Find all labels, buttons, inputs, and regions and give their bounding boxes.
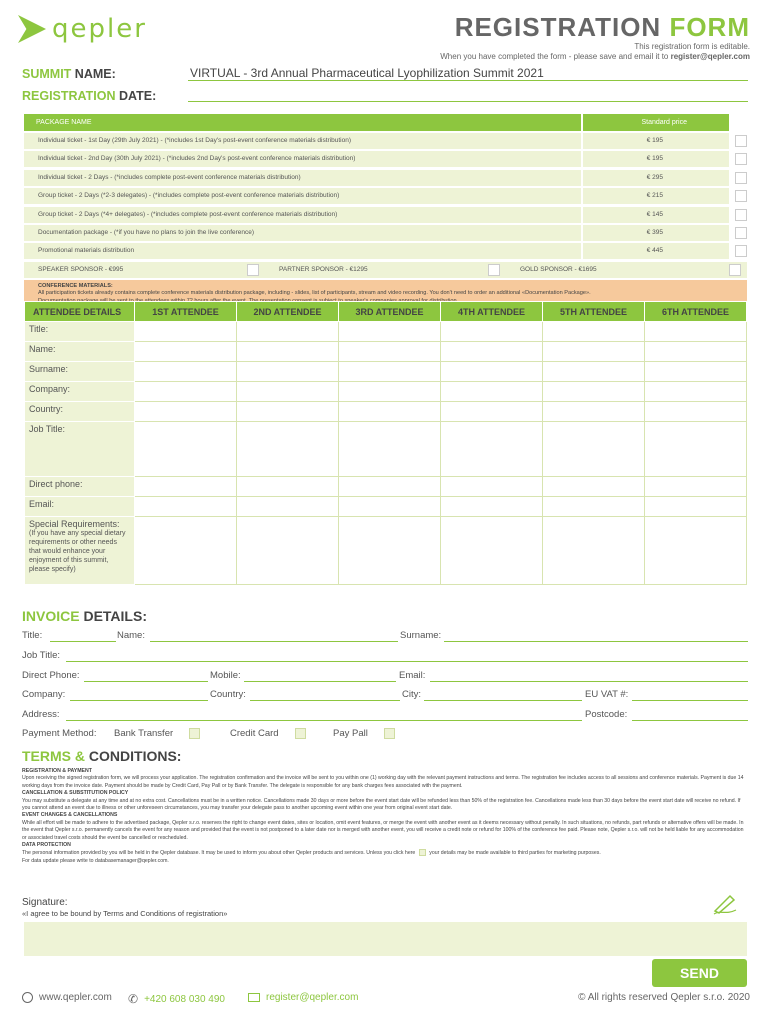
terms-title-a: TERMS [22,748,71,764]
terms-p4c: For data update please write to databasemanager@qepler.com. [22,857,169,864]
package-name: Documentation package - (*if you have no plans to join the live conference) [24,225,581,241]
credit-card-option[interactable] [230,728,306,739]
terms-p4b: your details may be made available to third parties for marketing purposes. [429,850,601,857]
attendee-input-cell[interactable] [645,402,747,422]
invoice-city-label: City: [402,689,421,700]
attendee-input-cell[interactable] [645,497,747,517]
invoice-country-label: Country: [210,689,246,700]
attendee-input-cell[interactable] [135,497,237,517]
package-price: € 395 [583,225,729,241]
attendee-input-cell[interactable] [441,402,543,422]
signature-pen-icon [712,893,738,915]
package-checkbox[interactable] [735,135,747,147]
invoice-vat-field[interactable] [632,700,748,701]
package-row [24,188,747,204]
sponsor-gold-checkbox[interactable] [729,264,741,276]
attendee-input-cell[interactable] [543,362,645,382]
regdate-label-b: DATE: [119,89,157,103]
attendee-field-label [25,382,135,402]
send-button[interactable]: SEND [652,959,747,987]
sponsor-partner [265,262,506,278]
sponsor-speaker [24,262,265,278]
signature-label: Signature: [22,897,68,908]
attendee-input-cell[interactable] [135,402,237,422]
package-row [24,225,747,241]
package-name: Individual ticket - 2nd Day (30th July 2021) - (*includes 2nd Day's post-event conference materials distribution) [24,151,581,167]
attendee-row [25,382,747,402]
attendee-input-cell[interactable] [441,322,543,342]
attendee-input-cell[interactable] [543,497,645,517]
package-price: € 445 [583,243,729,259]
attendee-column-6: 6TH ATTENDEE [645,302,747,322]
attendee-field-label [25,422,135,477]
attendee-field-text: Surname: [29,364,69,374]
invoice-mobile-field[interactable] [244,681,396,682]
invoice-address-field[interactable] [66,720,582,721]
attendee-input-cell[interactable] [135,477,237,497]
terms-title [22,748,181,764]
summit-name-underline [188,80,748,81]
attendee-details-header: ATTENDEE DETAILS [25,302,135,322]
instructions-line [440,52,750,61]
summit-label-a: SUMMIT [22,67,72,81]
attendee-input-cell[interactable] [135,382,237,402]
mail-icon [248,993,260,1002]
attendee-row [25,322,747,342]
sponsor-speaker-checkbox[interactable] [247,264,259,276]
attendee-input-cell[interactable] [543,382,645,402]
credit-card-checkbox[interactable] [295,728,306,739]
terms-body [22,768,748,865]
attendee-input-cell[interactable] [237,477,339,497]
attendee-row [25,517,747,585]
package-row [24,207,747,223]
package-name: Group ticket - 2 Days (*2-3 delegates) - (*includes complete post-event conference materials distribution) [24,188,581,204]
attendee-input-cell[interactable] [339,322,441,342]
attendee-field-label [25,402,135,422]
attendee-input-cell[interactable] [135,422,237,477]
invoice-job-field[interactable] [66,661,748,662]
package-name-header: PACKAGE NAME [24,114,581,131]
payment-method-label: Payment Method: [22,728,97,739]
attendee-column-4: 4TH ATTENDEE [441,302,543,322]
attendee-input-cell[interactable] [339,362,441,382]
standard-price-header: Standard price [583,114,729,131]
credit-card-label: Credit Card [230,728,279,740]
package-price: € 215 [583,188,729,204]
attendee-row [25,362,747,382]
footer-copyright: © All rights reserved Qepler s.r.o. 2020 [578,992,750,1003]
attendee-input-cell[interactable] [441,382,543,402]
logo-mark-icon [18,15,46,43]
editable-note: This registration form is editable. [634,42,750,51]
attendee-row [25,477,747,497]
invoice-company-label: Company: [22,689,66,700]
invoice-address-label: Address: [22,709,60,720]
footer-web[interactable] [22,992,112,1003]
attendee-input-cell[interactable] [135,322,237,342]
footer-phone-text: +420 608 030 490 [144,993,225,1005]
footer-web-text: www.qepler.com [39,992,112,1003]
invoice-phone-label: Direct Phone: [22,670,80,681]
invoice-postcode-label: Postcode: [585,709,628,720]
attendee-field-text: Title: [29,324,49,334]
attendee-input-cell[interactable] [441,342,543,362]
sponsor-partner-checkbox[interactable] [488,264,500,276]
attendee-field-label [25,517,135,585]
attendee-field-label [25,497,135,517]
package-checkbox[interactable] [735,227,747,239]
package-checkbox[interactable] [735,209,747,221]
package-price: € 195 [583,151,729,167]
summit-name-label [22,67,116,81]
terms-p2: You may substitute a delegate at any time and at no extra cost. Cancellations must be in a written notice. Cancellations made 30 days or more before the event start date will be refunded less than 50% of the registration fee. Cancellations made less than 30 days before the event start date will receive no refund. If you cannot attend an event due to illness or other unforeseen circumstances, you may transfer your delegate pass to another upcoming event within one year from original event start date. [22,797,741,812]
attendee-field-text: Direct phone: [29,479,83,489]
attendee-input-cell[interactable] [339,477,441,497]
package-table [24,114,747,307]
regdate-label-a: REGISTRATION [22,89,116,103]
attendee-field-text: Email: [29,499,55,509]
attendee-input-cell[interactable] [237,402,339,422]
package-price: € 295 [583,170,729,186]
footer-email[interactable] [248,992,358,1003]
attendee-input-cell[interactable] [339,382,441,402]
invoice-details-title [22,608,147,624]
summit-name-value[interactable]: VIRTUAL - 3rd Annual Pharmaceutical Lyophilization Summit 2021 [190,66,544,80]
package-checkbox[interactable] [735,153,747,165]
attendee-input-cell[interactable] [543,477,645,497]
attendee-input-cell[interactable] [645,342,747,362]
globe-icon [22,992,33,1003]
package-row [24,243,747,259]
attendee-input-cell[interactable] [543,422,645,477]
attendee-input-cell[interactable] [645,362,747,382]
attendee-column-5: 5TH ATTENDEE [543,302,645,322]
instructions-text: When you have completed the form - please save and email it to [440,52,669,61]
invoice-company-field[interactable] [70,700,208,701]
invoice-name-field[interactable] [150,641,398,642]
summit-label-b: NAME: [74,67,116,81]
attendee-input-cell[interactable] [135,362,237,382]
terms-h3: EVENT CHANGES & CANCELLATIONS [22,812,118,819]
sponsor-partner-label: PARTNER SPONSOR - €1295 [279,265,368,273]
attendee-input-cell[interactable] [237,497,339,517]
attendee-field-text: Name: [29,344,56,354]
attendee-input-cell[interactable] [441,497,543,517]
sponsor-gold-label: GOLD SPONSOR - €1695 [520,265,597,273]
signature-field[interactable] [24,922,747,956]
attendee-input-cell[interactable] [645,322,747,342]
attendee-row [25,497,747,517]
invoice-job-label: Job Title: [22,650,61,661]
bank-transfer-checkbox[interactable] [189,728,200,739]
attendee-field-label [25,362,135,382]
attendee-input-cell[interactable] [237,342,339,362]
attendee-field-text: Company: [29,384,71,394]
attendee-table [24,301,747,585]
terms-h4: DATA PROTECTION [22,842,71,849]
package-row [24,133,747,149]
register-email[interactable]: register@qepler.com [670,52,750,61]
footer-phone[interactable] [128,992,225,1006]
attendee-column-1: 1ST ATTENDEE [135,302,237,322]
signature-note: «I agree to be bound by Terms and Conditions of registration» [22,909,228,918]
attendee-input-cell[interactable] [237,382,339,402]
attendee-input-cell[interactable] [441,422,543,477]
attendee-field-label [25,322,135,342]
invoice-city-field[interactable] [424,700,582,701]
paypal-label: Pay Pall [333,728,368,740]
terms-p3: While all effort will be made to adhere to the advertised package, Qepler s.r.o. reserves the right to change event dates, sites or location, omit event features, or merge the event with another event as it deems necessary without penalty. In such situations, no refunds, part refunds or alternative offers will be made. In the event that Qepler s.r.o. permanently cancels the event for any reason and provided that the event is not postponed to a later date nor is merged with another event, you will receive a credit note or refund for 100% of the conference fee paid. Please note, Qepler s.r.o. will not be held liable for any accommodation or associated travel costs should the event be cancelled or rescheduled. [22,819,744,841]
invoice-phone-field[interactable] [84,681,208,682]
registration-date-label [22,89,156,103]
invoice-name-label: Name: [117,630,145,641]
attendee-input-cell[interactable] [135,342,237,362]
package-checkbox[interactable] [735,172,747,184]
attendee-input-cell[interactable] [339,422,441,477]
paypal-checkbox[interactable] [384,728,395,739]
attendee-input-cell[interactable] [237,422,339,477]
invoice-vat-label: EU VAT #: [585,689,629,700]
invoice-title-field[interactable] [50,641,116,642]
invoice-mobile-label: Mobile: [210,670,241,681]
footer-email-text: register@qepler.com [266,992,359,1003]
attendee-input-cell[interactable] [543,402,645,422]
conf-title: CONFERENCE MATERIALS: [38,282,113,289]
package-name: Group ticket - 2 Days (*4+ delegates) - (*includes complete post-event conference materials distribution) [24,207,581,223]
package-name: Individual ticket - 2 Days - (*includes complete post-event conference materials distribution) [24,170,581,186]
terms-amp: & [74,748,86,764]
attendee-input-cell[interactable] [441,477,543,497]
terms-h1: REGISTRATION & PAYMENT [22,768,92,774]
terms-p4 [22,849,748,857]
attendee-input-cell[interactable] [135,517,237,585]
attendee-column-2: 2ND ATTENDEE [237,302,339,322]
package-price: € 145 [583,207,729,223]
terms-p4a: The personal information provided by you will be held in the Qepler database. It may be used to inform you about other Qepler products and services. Unless you click here [22,850,416,857]
attendee-input-cell[interactable] [645,517,747,585]
attendee-row [25,402,747,422]
bank-transfer-option[interactable] [114,728,200,739]
invoice-surname-label: Surname: [400,630,442,641]
package-checkbox[interactable] [735,190,747,202]
invoice-postcode-field[interactable] [632,720,748,721]
package-price: € 195 [583,133,729,149]
invoice-title-b: DETAILS: [83,608,147,624]
attendee-input-cell[interactable] [339,342,441,362]
title-part-a: REGISTRATION [454,12,662,42]
package-table-header [24,114,747,131]
page-title [455,12,750,43]
attendee-field-text: Country: [29,404,64,414]
attendee-input-cell[interactable] [339,517,441,585]
package-checkbox[interactable] [735,245,747,257]
invoice-form [22,630,748,750]
package-row [24,170,747,186]
terms-p1: Upon receiving the signed registration form, we will process your application. The registration confirmation and the invoice will be sent to you within one (1) working day with the relevant payment instructions and terms. The registration fee includes access to all sessions and conference materials. Payment is due 14 working days from the invoice date. Payment should be made by Credit Card, Pay Pall or by Bank Transfer. The delegate is responsible for any bank charges fees associated with the payment. [22,775,744,789]
invoice-title-label: Title: [22,630,43,641]
invoice-email-field[interactable] [430,681,748,682]
data-optout-checkbox[interactable] [419,849,426,856]
special-requirements-note: (If you have any special dietary requirements or other needs that would enhance your enjoyment of this summit, please specify) [29,530,126,573]
sponsor-gold [506,262,747,278]
phone-icon: ✆ [128,992,139,1006]
attendee-input-cell[interactable] [543,517,645,585]
attendee-row [25,342,747,362]
attendee-input-cell[interactable] [645,422,747,477]
qepler-logo [18,14,147,44]
attendee-field-label [25,477,135,497]
paypal-option[interactable] [333,728,395,739]
attendee-input-cell[interactable] [339,497,441,517]
attendee-column-3: 3RD ATTENDEE [339,302,441,322]
invoice-country-field[interactable] [250,700,400,701]
attendee-input-cell[interactable] [645,382,747,402]
package-name: Individual ticket - 1st Day (29th July 2021) - (*includes 1st Day's post-event conference materials distribution) [24,133,581,149]
title-part-b: FORM [669,12,750,42]
attendee-input-cell[interactable] [645,477,747,497]
logo-text: qepler [52,14,147,44]
attendee-input-cell[interactable] [441,362,543,382]
attendee-input-cell[interactable] [339,402,441,422]
attendee-input-cell[interactable] [441,517,543,585]
attendee-field-text: Job Title: [29,424,66,434]
attendee-input-cell[interactable] [237,362,339,382]
sponsor-row [24,262,747,278]
attendee-field-label [25,342,135,362]
invoice-email-label: Email: [399,670,426,681]
terms-title-b: CONDITIONS: [88,748,182,764]
package-name: Promotional materials distribution [24,243,581,259]
attendee-input-cell[interactable] [543,342,645,362]
attendee-input-cell[interactable] [237,517,339,585]
package-row [24,151,747,167]
attendee-input-cell[interactable] [237,322,339,342]
registration-date-field[interactable] [188,101,748,102]
bank-transfer-label: Bank Transfer [114,728,174,740]
terms-h2: CANCELLATION & SUBSTITUTION POLICY [22,790,129,797]
attendee-input-cell[interactable] [543,322,645,342]
invoice-surname-field[interactable] [444,641,748,642]
attendee-row [25,422,747,477]
conf-line-1: All participation tickets already contains complete conference materials distribution package, including - slides, list of participants, stream and video recording. You don't need to order an additional «Documentation Package». [38,290,591,297]
sponsor-speaker-label: SPEAKER SPONSOR - €995 [38,265,124,273]
invoice-title-a: INVOICE [22,608,80,624]
attendee-field-text: Special Requirements: [29,519,120,529]
